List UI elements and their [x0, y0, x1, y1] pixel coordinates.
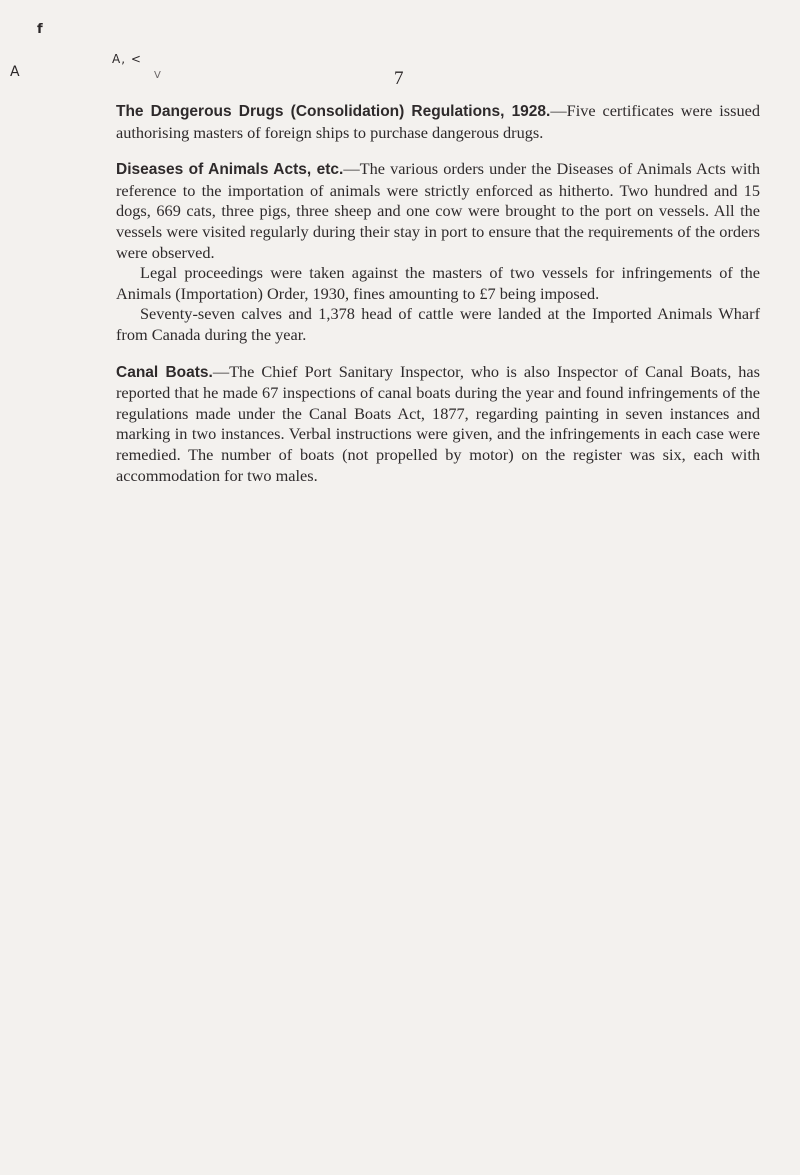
paragraph-text: —The Chief Port Sanitary Inspector, who is also Inspector of Canal Boats, has reported that he made 67 inspections of canal boats during the year and found infringements of the regulations made under the Canal Boats Act, 1877, regarding painting in seven instances and marking in two instances. Verbal instructions were given, and the infringements in each case were remedied. The number of boats (not propelled by motor) on the register was six, each with accommodation for two males. — [116, 361, 760, 485]
scan-mark-top-left: f — [37, 22, 43, 37]
paragraph — [116, 362, 760, 487]
scan-mark-smudge: A, < — [112, 52, 142, 66]
paragraph — [116, 159, 760, 263]
section-heading: The Dangerous Drugs (Consolidation) Regulations, 1928. — [116, 103, 551, 120]
section-heading: Canal Boats. — [116, 363, 213, 381]
section-dangerous-drugs — [116, 101, 760, 143]
paragraph-text: —Five certificates were issued authorising masters of foreign ships to purchase dangerous drugs. — [116, 101, 760, 142]
document-body — [116, 101, 760, 502]
scan-mark-left: A — [10, 64, 20, 80]
section-diseases-of-animals — [116, 159, 760, 345]
paragraph-text: —The various orders under the Diseases of Animals Acts with reference to the importation of animals were strictly enforced as hitherto. Two hundred and 15 dogs, 669 cats, three pigs, three sheep and one cow were brought to the port on vessels. All the vessels were visited regularly during their stay in port to ensure that the requirements of the orders were observed. — [116, 159, 761, 262]
page-number: 7 — [394, 68, 404, 89]
section-heading: Diseases of Animals Acts, etc. — [116, 161, 344, 179]
paragraph: Legal proceedings were taken against the masters of two vessels for infringements of the Animals (Importation) Order, 1930, fines amounting to £7 being imposed. — [116, 263, 760, 303]
paragraph: Seventy-seven calves and 1,378 head of cattle were landed at the Imported Animals Wharf from Canada during the year. — [116, 304, 760, 344]
scan-mark-v: V — [154, 70, 161, 81]
paragraph — [116, 101, 760, 143]
section-canal-boats — [116, 362, 760, 487]
